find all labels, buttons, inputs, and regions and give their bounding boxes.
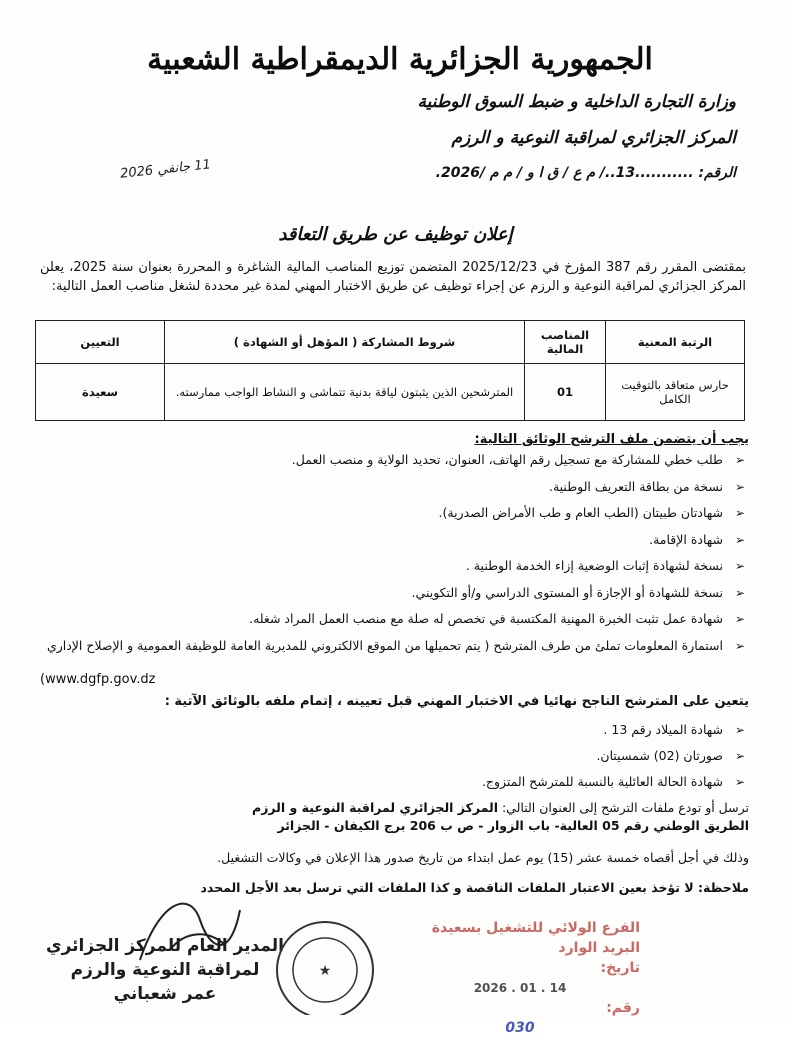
arrow-bullet-icon: ➢ — [734, 749, 745, 763]
arrow-bullet-icon: ➢ — [734, 532, 745, 547]
list-item: ➢ شهادة الميلاد رقم 13 . — [603, 722, 745, 737]
dgfp-url: (www.dgfp.gov.dz — [40, 672, 156, 687]
list-item: ➢ شهادة الإقامة. — [649, 531, 745, 547]
note-text: ملاحظة: لا تؤخذ بعين الاعتبار الملفات الناقصة و كذا الملفات التي ترسل بعد الأجل المحدد — [200, 880, 749, 895]
list-item: ➢ نسخة لشهادة إثبات الوضعية إزاء الخدمة الوطنية . — [465, 558, 745, 573]
arrow-bullet-icon: ➢ — [734, 612, 745, 626]
stamp-title: الفرع الولائي للتشغيل بسعيدة — [431, 920, 640, 936]
intro-paragraph: بمقتضى المقرر رقم 387 المؤرخ في 2025/12/23 المتضمن توزيع المناصب المالية الشاغرة و المحررة بعنوان سنة 2025، يعلن المركز الجزائري لمراقبة النوعية و الرزم عن إجراء توظيف عن طريق الاختبار المهني لمدة غير محددة لشغل مناصب العمل التالية: — [40, 260, 747, 294]
list-item: ➢ طلب خطي للمشاركة مع تسجيل رقم الهاتف، العنوان، تحديد الولاية و منصب العمل. — [291, 452, 745, 467]
list-item: ➢ استمارة المعلومات تملئ من طرف المترشح ( يتم تحميلها من الموقع الالكتروني للمديرية العامة للوظيفة العمومية و الإصلاح الإداري — [46, 637, 745, 653]
table-cell-assignment: سعيدة — [36, 364, 165, 421]
list-item: ➢ شهادة الحالة العائلية بالنسبة للمترشح المتزوج. — [481, 774, 745, 789]
arrow-bullet-icon: ➢ — [734, 585, 745, 600]
signer-name: عمر شعباني — [113, 984, 217, 1004]
arrow-bullet-icon: ➢ — [734, 479, 745, 494]
handwritten-date: 11 جانفي 2026 — [119, 157, 212, 182]
docs-list — [39, 452, 749, 664]
docs-heading: يجب أن يتضمن ملف الترشح الوثائق التالية: — [474, 432, 749, 447]
table-header-cell: شروط المشاركة ( المؤهل أو الشهادة ) — [165, 321, 525, 364]
stamp-date-label: تاريخ: — [600, 960, 640, 976]
arrow-bullet-icon: ➢ — [734, 559, 745, 573]
table-header-cell: المناصب المالية — [525, 321, 606, 364]
address-line-2: الطريق الوطني رقم 05 العالية- باب الزوار - ص ب 206 برج الكيفان - الجزائر — [277, 818, 749, 833]
signer-block — [40, 934, 290, 1006]
final-docs-heading: يتعين على المترشح الناجح نهائيا في الاختبار المهني قبل تعيينه ، إتمام ملفه بالوثائق الآتية : — [164, 694, 749, 709]
address-line-1: ترسل أو تودع ملفات الترشح إلى العنوان التالي: المركز الجزائري لمراقبة النوعية و الرزم — [252, 800, 749, 815]
document-title: إعلان توظيف عن طريق التعاقد — [278, 224, 513, 245]
table-header-cell: التعيين — [36, 321, 165, 364]
arrow-bullet-icon: ➢ — [734, 453, 745, 467]
republic-header: الجمهورية الجزائرية الديمقراطية الشعبية — [147, 42, 653, 77]
signer-title: المدير العام للمركز الجزائري — [46, 936, 284, 956]
stamp-mail-label: البريد الوارد — [558, 940, 640, 956]
stamp-date: 2026 . 01 . 14 — [473, 981, 567, 995]
table-row — [36, 364, 745, 421]
official-seal — [265, 915, 385, 1015]
incoming-mail-stamp — [400, 918, 640, 1038]
deadline-text: وذلك في أجل أقصاه خمسة عشر (15) يوم عمل ابتداء من تاريخ صدور هذا الإعلان في وكالات التشغيل. — [217, 850, 749, 865]
positions-table — [35, 320, 745, 421]
list-item: ➢ صورتان (02) شمسيتان. — [596, 748, 745, 763]
reference-number: الرقم: ...........13../ م ع / ق ا و / م م /2026. — [435, 165, 736, 181]
table-cell-conditions: المترشحين الذين يثبتون لياقة بدنية تتماشى و النشاط الواجب ممارسته. — [165, 364, 525, 421]
signer-org: لمراقبة النوعية والرزم — [70, 960, 260, 980]
center-header: المركز الجزائري لمراقبة النوعية و الرزم — [451, 128, 736, 148]
arrow-bullet-icon: ➢ — [734, 506, 745, 520]
final-docs-list — [49, 722, 749, 800]
arrow-bullet-icon: ➢ — [734, 775, 745, 789]
table-header-row — [36, 321, 745, 364]
arrow-bullet-icon: ➢ — [734, 723, 745, 737]
list-item: ➢ نسخة من بطاقة التعريف الوطنية. — [548, 478, 745, 494]
list-item: ➢ نسخة للشهادة أو الإجازة أو المستوى الدراسي و/أو التكويني. — [411, 584, 745, 600]
svg-text:★: ★ — [318, 963, 332, 979]
stamp-number-label: رقم: — [606, 1000, 640, 1016]
ministry-header: وزارة التجارة الداخلية و ضبط السوق الوطنية — [417, 92, 736, 112]
table-header-cell: الرتبة المعنية — [606, 321, 745, 364]
table-cell-positions: 01 — [525, 364, 606, 421]
list-item: ➢ شهادة عمل تثبت الخبرة المهنية المكتسبة في تخصص له صلة مع منصب العمل المراد شغله. — [249, 611, 745, 626]
table-cell-rank: حارس متعاقد بالتوقيت الكامل — [606, 364, 745, 421]
list-item: ➢ شهادتان طبيتان (الطب العام و طب الأمراض الصدرية). — [438, 505, 745, 520]
arrow-bullet-icon: ➢ — [734, 638, 745, 653]
stamp-number: 030 — [505, 1020, 535, 1036]
